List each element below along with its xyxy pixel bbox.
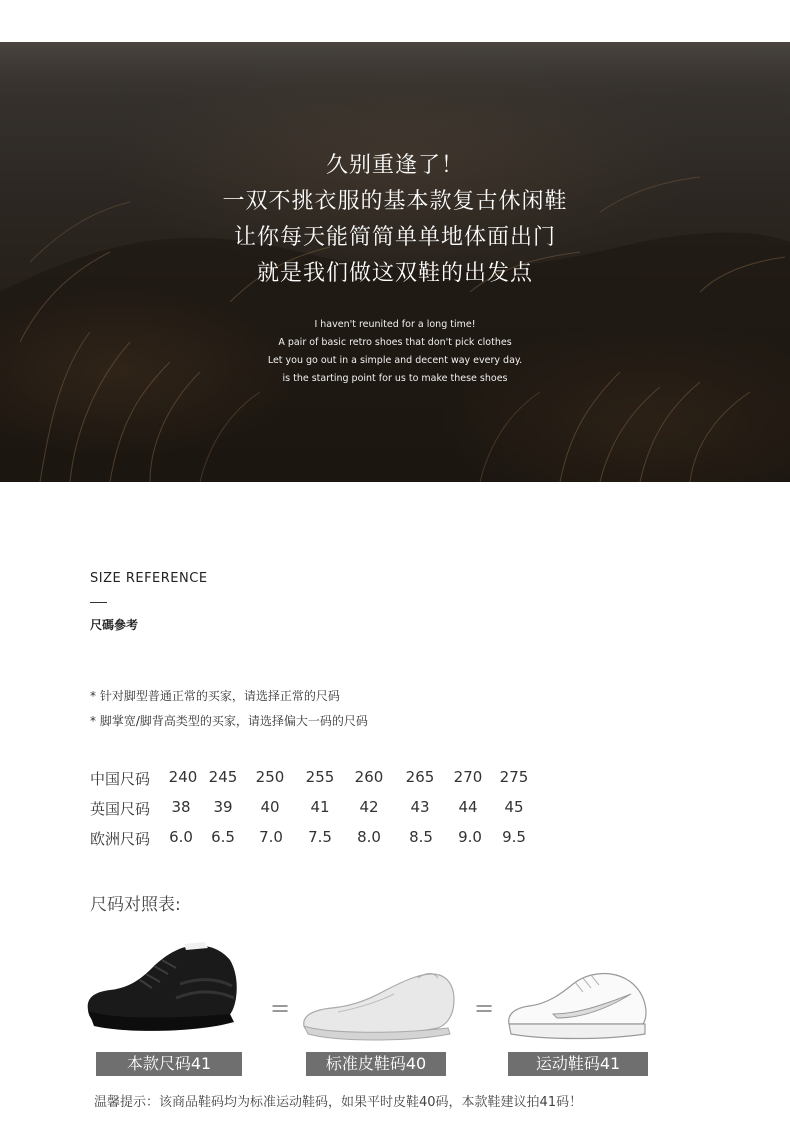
size-cell: 40 — [260, 798, 280, 816]
hero-banner — [0, 42, 790, 482]
hero-english-2: A pair of basic retro shoes that don't pick clothes — [278, 337, 512, 348]
size-cell: 275 — [499, 768, 529, 786]
title-divider — [90, 602, 107, 603]
size-cell: 43 — [410, 798, 430, 816]
size-tip: 温馨提示：该商品鞋码均为标准运动鞋码，如果平时皮鞋40码，本款鞋建议拍41码！ — [94, 1095, 583, 1110]
equals-sign-2: = — [474, 994, 495, 1022]
size-cell: 42 — [359, 798, 379, 816]
hero-headline-4: 就是我们做这双鞋的出发点 — [256, 261, 533, 286]
black-sneaker-image — [80, 940, 240, 1040]
size-row-label: 英国尺码 — [90, 800, 151, 818]
size-note-normal: * 针对脚型普通正常的买家，请选择正常的尺码 — [90, 689, 340, 703]
size-cell: 260 — [354, 768, 384, 786]
size-cell: 8.0 — [357, 828, 381, 846]
size-cell: 7.0 — [259, 828, 283, 846]
size-cell: 240 — [168, 768, 198, 786]
size-cell: 38 — [171, 798, 191, 816]
size-cell: 6.5 — [211, 828, 235, 846]
size-cell: 6.0 — [169, 828, 193, 846]
size-cell: 44 — [458, 798, 478, 816]
size-cell: 9.5 — [502, 828, 526, 846]
size-row-label: 中国尺码 — [90, 770, 151, 788]
size-cell: 265 — [405, 768, 435, 786]
sneaker-outline-image — [505, 970, 650, 1042]
size-cell: 245 — [208, 768, 238, 786]
size-cell: 45 — [504, 798, 524, 816]
size-cell: 270 — [453, 768, 483, 786]
size-row-label: 欧洲尺码 — [90, 830, 151, 848]
size-cell: 39 — [213, 798, 233, 816]
tag-this-shoe-size: 本款尺码41 — [96, 1052, 242, 1076]
size-cell: 8.5 — [409, 828, 433, 846]
leather-shoe-image — [298, 968, 458, 1044]
hero-english-3: Let you go out in a simple and decent way every day. — [267, 355, 523, 366]
size-note-wide: * 脚掌宽/脚背高类型的买家，请选择偏大一码的尺码 — [90, 714, 368, 728]
size-cell: 250 — [255, 768, 285, 786]
hero-english-4: is the starting point for us to make these shoes — [282, 373, 508, 384]
size-cell: 41 — [310, 798, 330, 816]
size-reference-subtitle: 尺碼參考 — [90, 618, 139, 632]
size-cell: 255 — [305, 768, 335, 786]
equals-sign-1: = — [270, 994, 291, 1022]
size-chart-title: 尺码对照表: — [90, 895, 181, 915]
tag-sport-shoe-size: 运动鞋码41 — [508, 1052, 648, 1076]
hero-english-1: I haven't reunited for a long time! — [314, 319, 476, 330]
tag-leather-shoe-size: 标准皮鞋码40 — [306, 1052, 446, 1076]
size-cell: 7.5 — [308, 828, 332, 846]
size-reference-title: SIZE REFERENCE — [90, 571, 208, 586]
hero-headline-1: 久别重逢了！ — [325, 153, 464, 178]
hero-headline-2: 一双不挑衣服的基本款复古休闲鞋 — [222, 189, 568, 214]
hero-headline-3: 让你每天能简简单单地体面出门 — [233, 225, 556, 250]
size-cell: 9.0 — [458, 828, 482, 846]
